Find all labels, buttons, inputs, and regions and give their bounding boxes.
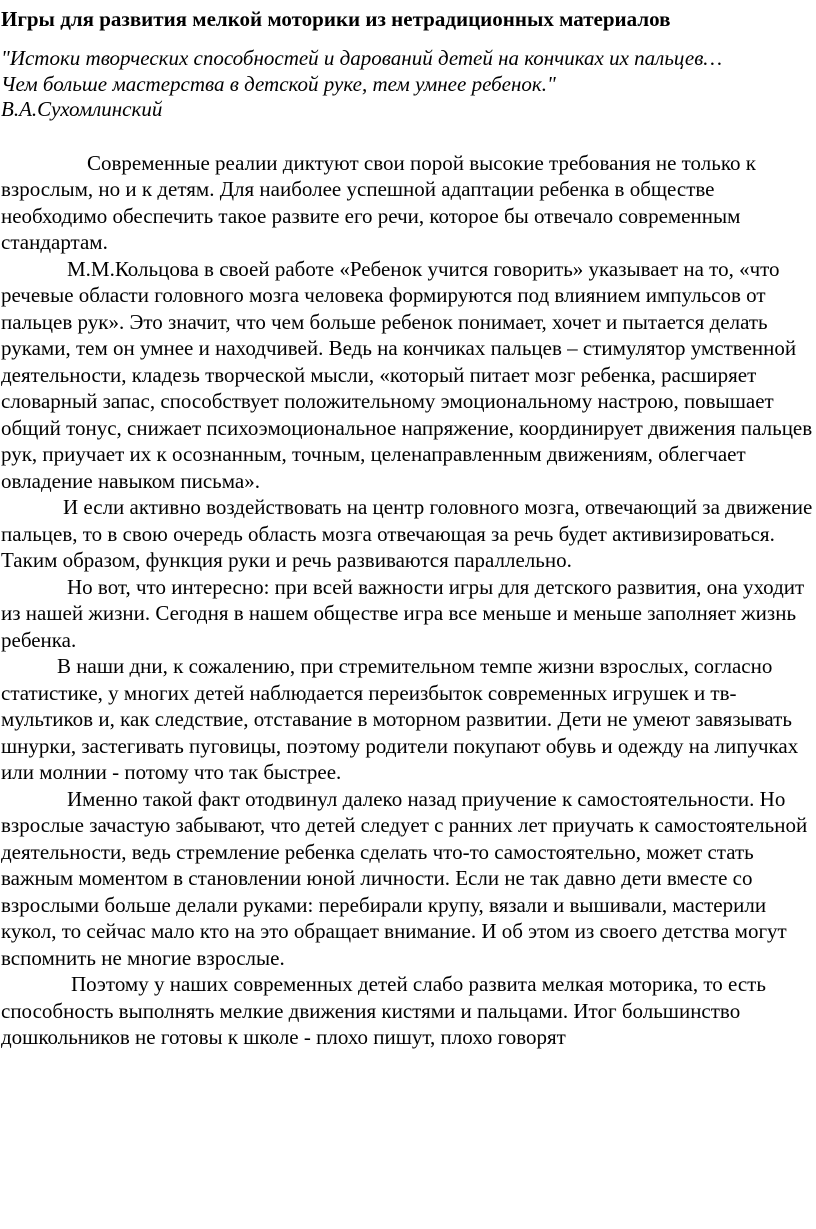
body-text xyxy=(1,150,813,1051)
epigraph xyxy=(1,46,816,123)
paragraph: М.М.Кольцова в своей работе «Ребенок учится говорить» указывает на то, «что речевые области головного мозга человека формируются под влиянием импульсов от пальцев рук». Это значит, что чем больше ребенок понимает, хочет и пытается делать руками, тем он умнее и находчивей. Ведь на кончиках пальцев – стимулятор умственной деятельности, кладезь творческой мысли, «который питает мозг ребенка, расширяет словарный запас, способствует положительному эмоциональному настрою, повышает общий тонус, снижает психоэмоциональное напряжение, координирует движения пальцев рук, приучает их к осознанным, точным, целенаправленным движениям, облегчает овладение навыком письма». xyxy=(1,256,813,493)
paragraph: Поэтому у наших современных детей слабо развита мелкая моторика, то есть способность выполнять мелкие движения кистями и пальцами. Итог большинство дошкольников не готовы к школе - плохо пишут, плохо говорят xyxy=(1,972,766,1049)
paragraph: Именно такой факт отодвинул далеко назад приучение к самостоятельности. Но взрослые зачастую забывают, что детей следует с ранних лет приучать к самостоятельной деятельности, ведь стремление ребенка сделать что-то самостоятельно, может стать важным моментом в становлении юной личности. Если не так давно дети вместе со взрослыми больше делали руками: перебирали крупу, вязали и вышивали, мастерили кукол, то сейчас мало кто на это обращает внимание. И об этом из своего детства могут вспомнить не многие взрослые. xyxy=(1,786,808,970)
document-title: Игры для развития мелкой моторики из нетрадиционных материалов xyxy=(1,7,671,31)
epigraph-line: "Истоки творческих способностей и дарований детей на кончиках их пальцев… xyxy=(1,46,723,70)
epigraph-line: Чем больше мастерства в детской руке, тем умнее ребенок." xyxy=(1,71,556,96)
paragraph: В наши дни, к сожалению, при стремительном темпе жизни взрослых, согласно статистике, у многих детей наблюдается переизбыток современных игрушек и тв-мультиков и, как следствие, отставание в моторном развитии. Дети не умеют завязывать шнурки, застегивать пуговицы, поэтому родители покупают обувь и одежду на липучках или молнии - потому что так быстрее. xyxy=(1,654,799,784)
paragraph: Но вот, что интересно: при всей важности игры для детского развития, она уходит из нашей жизни. Сегодня в нашем обществе игра все меньше и меньше заполняет жизнь ребенка. xyxy=(1,574,805,652)
paragraph: И если активно воздействовать на центр головного мозга, отвечающий за движение пальцев, то в свою очередь область мозга отвечающая за речь будет активизироваться. Таким образом, функция руки и речь развиваются параллельно. xyxy=(1,495,813,572)
paragraph: Современные реалии диктуют свои порой высокие требования не только к взрослым, но и к детям. Для наиболее успешной адаптации ребенка в обществе необходимо обеспечить такое развите его речи, которое бы отвечало современным стандартам. xyxy=(1,150,756,254)
epigraph-author: В.А.Сухомлинский xyxy=(1,97,163,121)
